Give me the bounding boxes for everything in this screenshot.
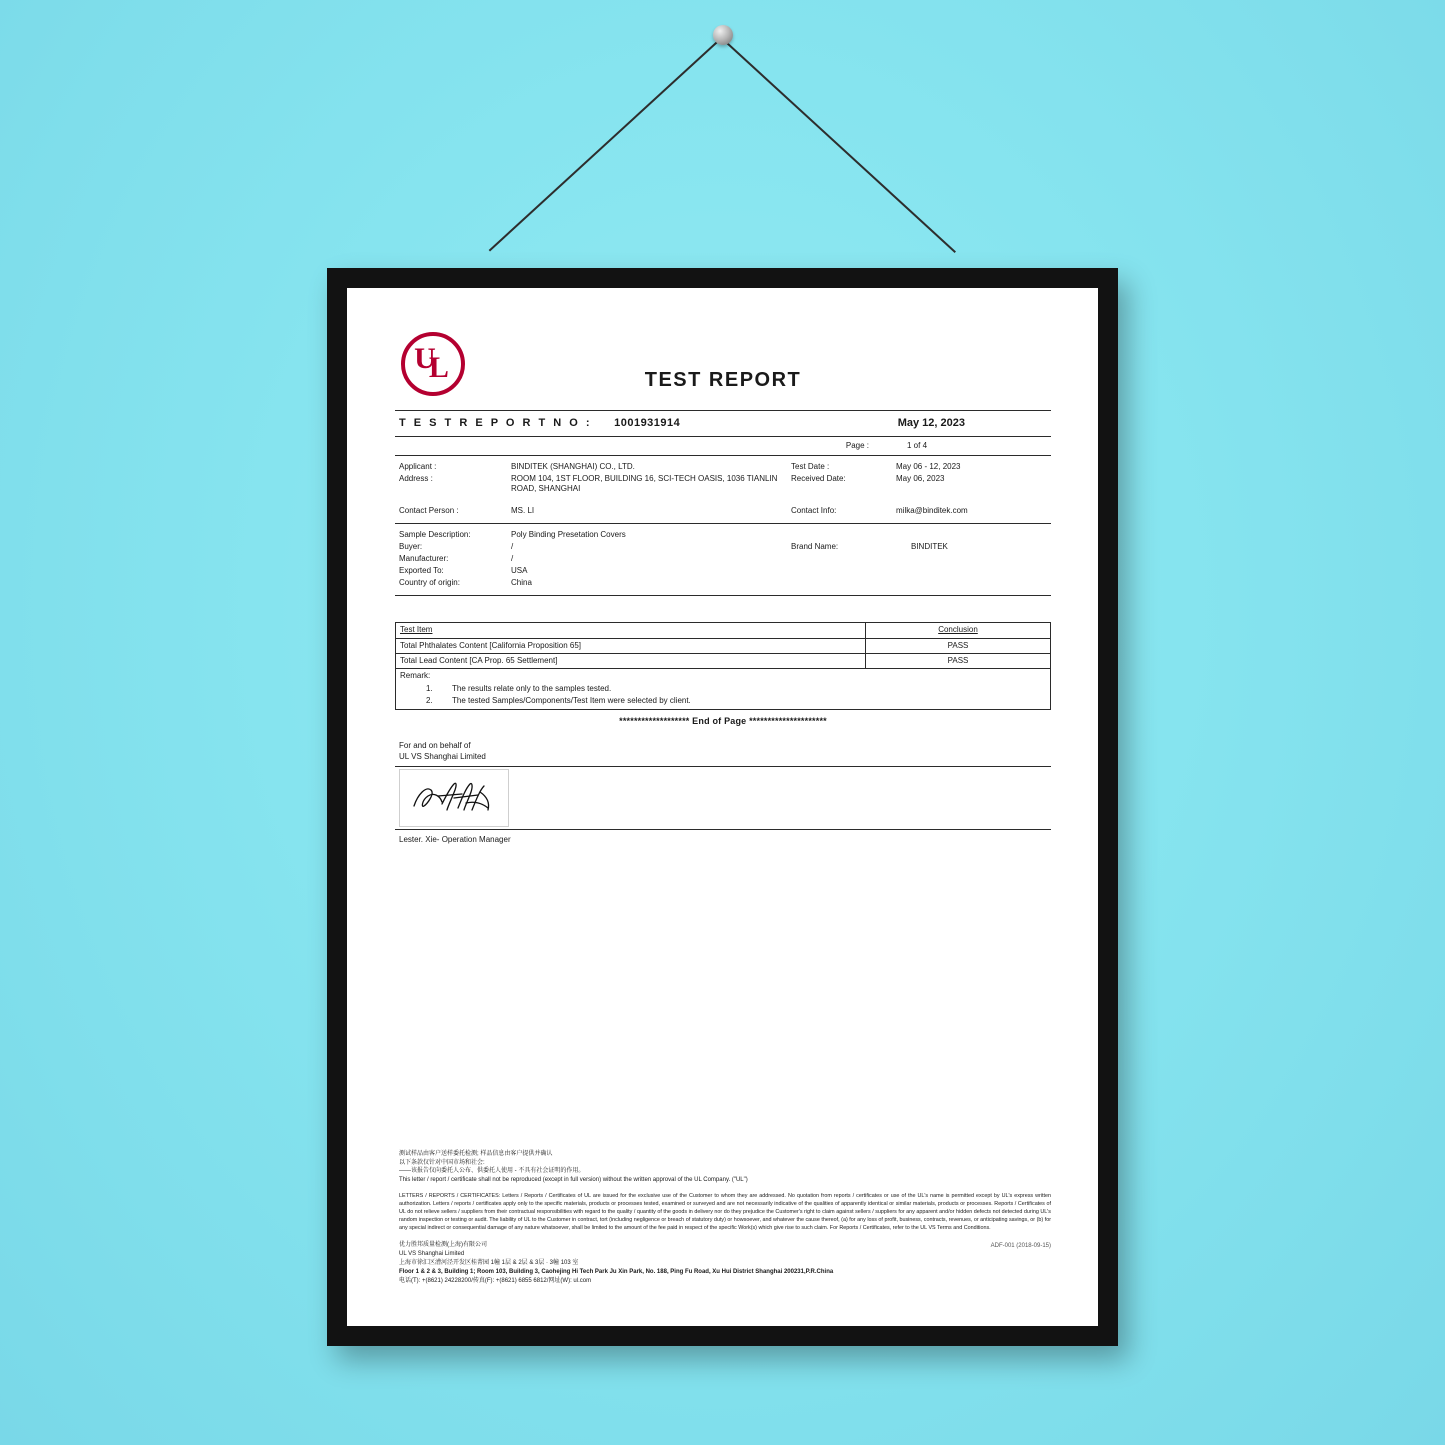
remark-number: 1. bbox=[426, 683, 433, 693]
info-row bbox=[395, 529, 1051, 541]
brand-name-label: Brand Name: bbox=[791, 541, 839, 551]
frame-mat bbox=[347, 288, 1098, 1326]
info-row bbox=[395, 505, 1051, 517]
info-row bbox=[395, 541, 1051, 553]
manufacturer-label: Manufacturer: bbox=[399, 553, 449, 563]
signature-header bbox=[395, 741, 1051, 763]
signatory-name: Lester. Xie- Operation Manager bbox=[399, 834, 511, 844]
info-row bbox=[395, 461, 1051, 473]
cn-line: 测试样品由客户送样委托检测; 样品信息由客户提供并确认 bbox=[399, 1151, 553, 1157]
contact-info-value: milka@binditek.com bbox=[896, 505, 968, 515]
country-of-origin-label: Country of origin: bbox=[399, 577, 460, 587]
document-header bbox=[395, 318, 1051, 411]
ul-logo-u: U bbox=[414, 342, 434, 375]
list-item bbox=[400, 683, 1046, 695]
test-item-cell: Total Phthalates Content [California Proposition 65] bbox=[396, 638, 866, 653]
contact-person-value: MS. LI bbox=[511, 505, 535, 515]
results-table-wrapper bbox=[395, 622, 1051, 710]
col-conclusion: Conclusion bbox=[866, 622, 1051, 638]
report-number-value: 1001931914 bbox=[614, 417, 681, 429]
page-number-row bbox=[395, 437, 1051, 456]
conclusion-cell: PASS bbox=[866, 653, 1051, 668]
table-row bbox=[396, 653, 1051, 668]
buyer-label: Buyer: bbox=[399, 541, 423, 551]
report-number-label: T E S T R E P O R T N O : bbox=[399, 417, 593, 429]
cn-line: This letter / report / certificate shall not be reproduced (except in full version) without the written approval of the UL Company. ("UL") bbox=[399, 1177, 748, 1184]
test-report-document bbox=[361, 304, 1084, 1310]
address-row bbox=[399, 1241, 1051, 1286]
address-label: Address : bbox=[399, 473, 433, 483]
applicant-label: Applicant : bbox=[399, 461, 437, 471]
table-row bbox=[396, 638, 1051, 653]
remark-number: 2. bbox=[426, 695, 433, 705]
cn-line: ——该报告仅向委托人公布、供委托人使用 - 不具有社会证明的作用。 bbox=[399, 1168, 585, 1175]
exported-to-value: USA bbox=[511, 565, 528, 575]
received-date-value: May 06, 2023 bbox=[896, 473, 945, 483]
address-line: 电话(T): +(8621) 24228200/传真(F): +(8621) 6855 6812/网址(W): ul.com bbox=[399, 1278, 592, 1285]
col-test-item: Test Item bbox=[396, 622, 866, 638]
exported-to-label: Exported To: bbox=[399, 565, 444, 575]
sample-description-value: Poly Binding Presetation Covers bbox=[511, 529, 626, 539]
document-footer bbox=[399, 1150, 1051, 1286]
report-number-row bbox=[395, 411, 1051, 437]
remark-text: The results relate only to the samples tested. bbox=[452, 683, 612, 693]
sample-description-label: Sample Description: bbox=[399, 529, 471, 539]
page-value: 1 of 4 bbox=[907, 440, 928, 450]
page-title: TEST REPORT bbox=[644, 369, 802, 391]
test-date-label: Test Date : bbox=[791, 461, 830, 471]
info-row bbox=[395, 565, 1051, 577]
test-item-cell: Total Lead Content [CA Prop. 65 Settlement] bbox=[396, 653, 866, 668]
table-header-row bbox=[396, 622, 1051, 638]
legal-text: LETTERS / REPORTS / CERTIFICATES: Letters / Reports / Certificates of UL are issued for the exclusive use of the Customer to whom they are addressed. No quotation from reports / certificates or use of the UL's name is permitted except by UL's express written authorization. Letters / reports / certificates apply only to the specific materials, products or processes tested, examined or surveyed and are not necessarily indicative of the qualities of apparently identical or similar materials, products or processes. Reports / Certificates of UL do not relieve sellers / suppliers from their contractual responsibilities with regard to the quality / quantity of the goods in delivery nor do they prejudice the Customer's right to claim against sellers / suppliers for any apparent and/or hidden defects not detected during UL's random inspection or testing or audit. The liability of UL to the Customer in contract, tort (including negligence or breach of statutory duty) or howsoever, and whatever the cause thereof, (a) for any loss of profit, business, contracts, revenues, or anticipating savings, or (b) for any special indirect or consequential damage of any nature whatsoever, shall be limited to the amount of the fee paid in respect of the specific Work(s) which give rise to such claim. For Reports / Certificates, refer to the UL VS Terms and Conditions. bbox=[399, 1192, 1051, 1232]
signature-image bbox=[399, 769, 509, 827]
signing-entity: UL VS Shanghai Limited bbox=[399, 751, 486, 761]
address-line: 优力胜邦质量检测(上海)有限公司 bbox=[399, 1242, 487, 1249]
address-line: 上海市徐汇区漕河泾开发区桂菁园 1幢 1层 & 2层 & 3层 · 3幢 103 室 bbox=[399, 1260, 579, 1267]
info-row bbox=[395, 577, 1051, 589]
info-row bbox=[395, 473, 1051, 495]
address-line: Floor 1 & 2 & 3, Building 1; Room 103, Building 3, Caohejing Hi Tech Park Ju Xin Park, No. 188, Ping Fu Road, Xu Hui District Shanghai 200231,P.R.China bbox=[399, 1269, 834, 1276]
brand-name-value: BINDITEK bbox=[911, 541, 948, 551]
contact-person-label: Contact Person : bbox=[399, 505, 459, 515]
frame-bevel bbox=[347, 288, 1098, 1326]
nail-icon bbox=[713, 25, 733, 45]
signature-area bbox=[395, 766, 1051, 830]
remark-label: Remark: bbox=[400, 670, 431, 680]
manufacturer-value: / bbox=[511, 553, 514, 563]
applicant-info-block bbox=[395, 456, 1051, 524]
info-row bbox=[395, 553, 1051, 565]
picture-frame bbox=[327, 268, 1118, 1346]
remark-text: The tested Samples/Components/Test Item were selected by client. bbox=[452, 695, 691, 705]
end-of-page-marker: ******************* End of Page ********************* bbox=[619, 715, 827, 726]
results-table bbox=[395, 622, 1051, 710]
conclusion-cell: PASS bbox=[866, 638, 1051, 653]
country-of-origin-value: China bbox=[511, 577, 532, 587]
page-label: Page : bbox=[845, 440, 869, 450]
document-code: ADF-001 (2018-09-15) bbox=[990, 1243, 1051, 1250]
ul-logo-l: L bbox=[428, 351, 447, 384]
cn-line: 以下条款仅针对中国市场和社会: bbox=[399, 1159, 485, 1166]
contact-info-label: Contact Info: bbox=[791, 505, 837, 515]
address-line: UL VS Shanghai Limited bbox=[399, 1251, 465, 1258]
address-value: ROOM 104, 1ST FLOOR, BUILDING 16, SCI-TECH OASIS, 1036 TIANLIN ROAD, SHANGHAI bbox=[511, 473, 778, 493]
report-date: May 12, 2023 bbox=[897, 417, 965, 429]
remark-list bbox=[400, 683, 1046, 707]
list-item bbox=[400, 695, 1046, 707]
remark-cell bbox=[396, 668, 1051, 709]
received-date-label: Received Date: bbox=[791, 473, 846, 483]
company-address bbox=[399, 1241, 833, 1286]
applicant-value: BINDITEK (SHANGHAI) CO., LTD. bbox=[511, 461, 635, 471]
buyer-value: / bbox=[511, 541, 514, 551]
for-and-on-behalf: For and on behalf of bbox=[399, 741, 471, 750]
sample-info-block bbox=[395, 524, 1051, 596]
test-date-value: May 06 - 12, 2023 bbox=[896, 461, 961, 471]
remark-row bbox=[396, 668, 1051, 709]
chinese-notice bbox=[399, 1150, 1051, 1185]
